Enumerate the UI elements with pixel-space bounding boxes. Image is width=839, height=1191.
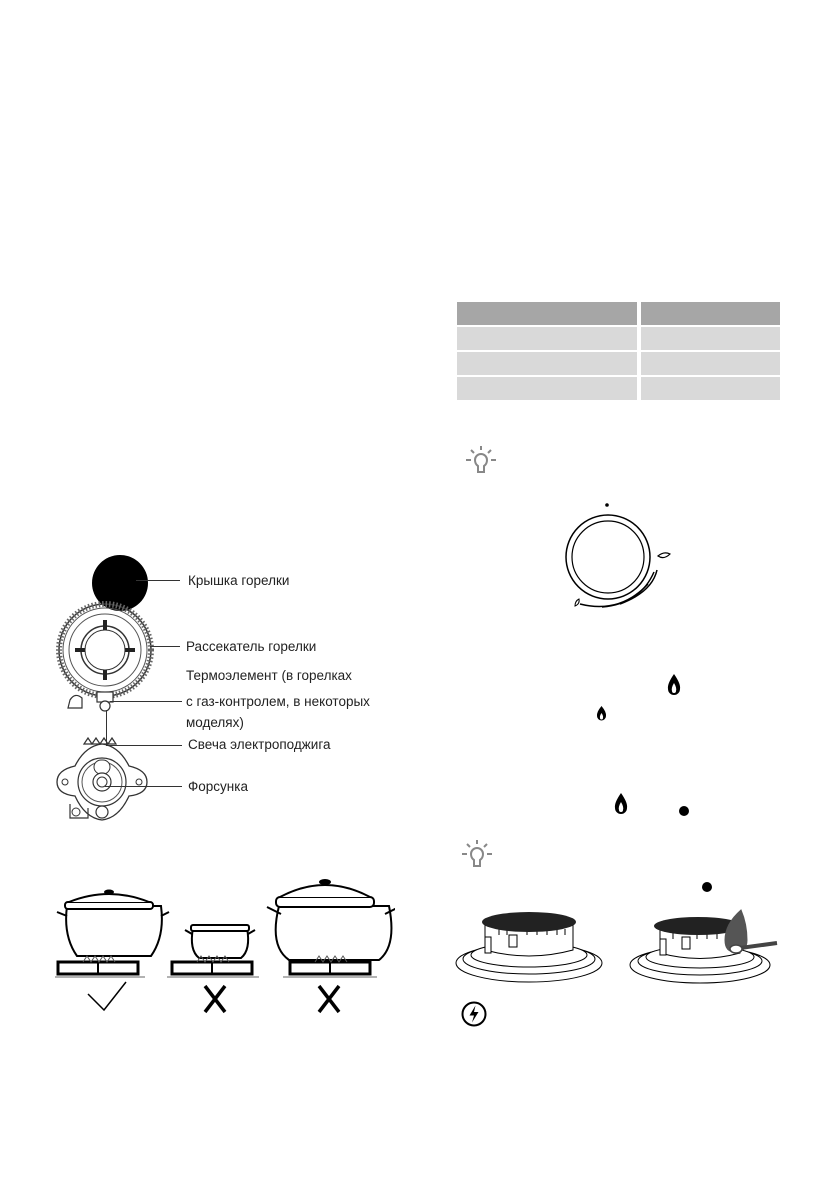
- flame-large-icon: [658, 553, 670, 558]
- medium-pot-icon: [55, 890, 169, 978]
- table-header-row: [457, 302, 780, 325]
- table-cell: [641, 377, 780, 400]
- table-cell: [457, 327, 637, 350]
- label-burner-cap: Крышка горелки: [188, 573, 290, 588]
- label-thermocouple-line3: моделях): [186, 715, 244, 730]
- table-cell: [641, 352, 780, 375]
- leader-spreader: [150, 646, 180, 647]
- label-injector: Форсунка: [188, 779, 248, 794]
- small-pot-icon: [167, 925, 259, 977]
- cross-icon: [319, 986, 339, 1012]
- flame-small-icon: [596, 705, 607, 722]
- lightning-icon: [460, 1000, 488, 1028]
- lightbulb-icon: [459, 838, 495, 874]
- flame-small-icon: [575, 599, 579, 606]
- cookware-size-illustration: [55, 870, 395, 1020]
- burner-with-match-icon: [630, 910, 777, 983]
- off-position-dot-icon: [679, 806, 689, 816]
- label-burner-spreader: Рассекатель горелки: [186, 639, 317, 654]
- table-cell: [641, 327, 780, 350]
- leader-thermocouple: [110, 701, 182, 702]
- leader-injector: [105, 786, 182, 787]
- large-pot-icon: [267, 879, 395, 977]
- leader-ignition: [106, 745, 182, 746]
- leader-ignition-vertical: [106, 710, 107, 746]
- lightbulb-icon: [463, 444, 499, 480]
- cross-icon: [205, 986, 225, 1012]
- data-table: [457, 302, 780, 402]
- burner-icon: [456, 912, 602, 982]
- off-position-dot-icon: [702, 882, 712, 892]
- flame-large-icon: [667, 673, 681, 697]
- checkmark-icon: [88, 982, 126, 1010]
- label-thermocouple-line1: Термоэлемент (в горелках: [186, 668, 352, 683]
- table-cell: [457, 377, 637, 400]
- flame-large-icon: [614, 792, 628, 816]
- table-row: [457, 377, 780, 400]
- label-thermocouple-line2: с газ-контролем, в некоторых: [186, 694, 370, 709]
- leader-cap: [136, 580, 180, 581]
- table-row: [457, 327, 780, 350]
- cookware-size-diagram: [55, 870, 395, 1020]
- burner-ignition-illustration: [455, 905, 785, 985]
- table-header-cell: [457, 302, 637, 325]
- table-row: [457, 352, 780, 375]
- table-header-cell: [641, 302, 780, 325]
- control-knob-icon: [560, 500, 680, 618]
- table-cell: [457, 352, 637, 375]
- label-ignition-plug: Свеча электроподжига: [188, 737, 331, 752]
